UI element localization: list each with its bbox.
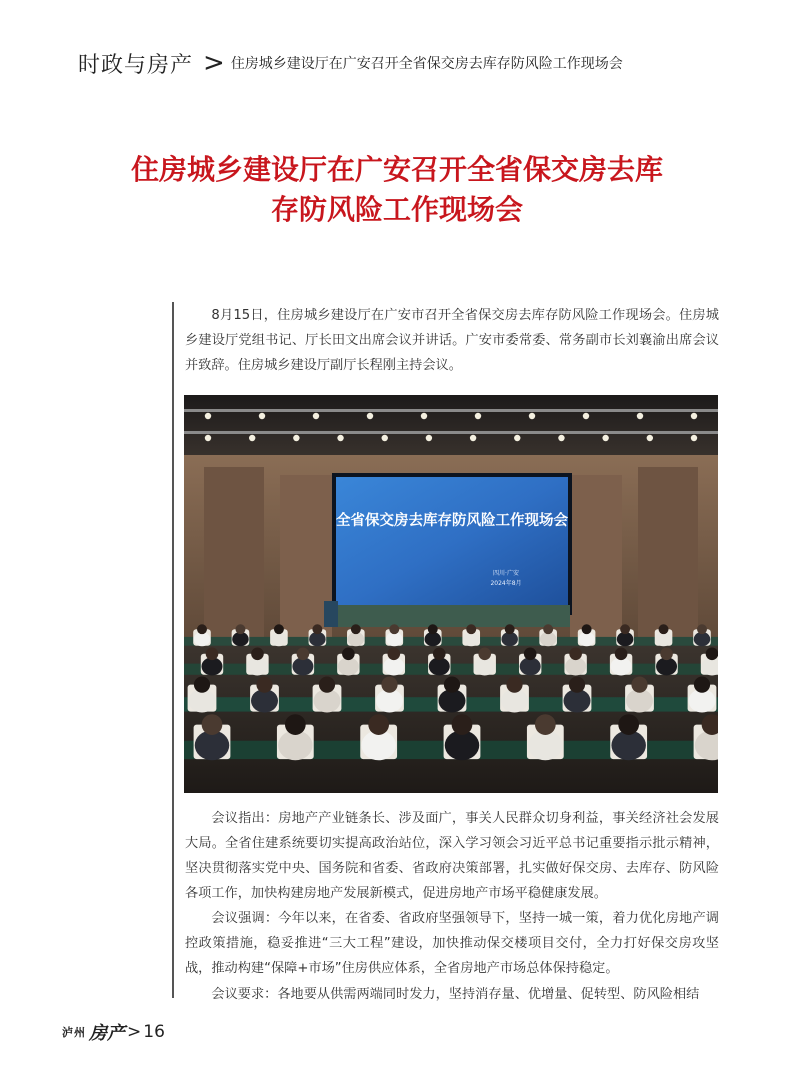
spotlight — [421, 413, 427, 419]
article-title — [0, 150, 794, 230]
attendee-head — [351, 624, 361, 634]
podium — [324, 601, 338, 627]
spotlight — [529, 413, 535, 419]
page-number: 16 — [143, 1022, 165, 1042]
attendee-head — [620, 624, 630, 634]
attendee-head — [452, 714, 473, 735]
attendee-head — [660, 648, 673, 661]
attendee-head — [202, 714, 223, 735]
spotlight — [249, 435, 255, 441]
attendee-head — [368, 714, 389, 735]
spotlight — [691, 435, 697, 441]
attendee-head — [631, 677, 647, 693]
article-title-line-1: 住房城乡建设厅在广安召开全省保交房去库 — [130, 153, 663, 186]
magazine-city: 泸州 — [62, 1026, 86, 1039]
spotlight — [647, 435, 653, 441]
screen-date: 2024年8月 — [490, 580, 522, 587]
page-header — [78, 48, 623, 78]
article-title-line-2: 存防风险工作现场会 — [270, 193, 523, 226]
attendee-head — [389, 624, 399, 634]
attendee-head — [197, 624, 207, 634]
attendee-head — [428, 624, 438, 634]
spotlight — [558, 435, 564, 441]
attendee-head — [535, 714, 556, 735]
attendee-head — [569, 677, 585, 693]
section-title: 时政与房产 — [78, 52, 194, 78]
attendee-head — [582, 624, 592, 634]
paragraph-3: 会议强调：今年以来，在省委、省政府坚强领导下，坚持一城一策，着力优化房地产调控政策措施，稳妥推进“三大工程”建设，加快推动保交楼项目交付，全力打好保交房攻坚战，推动构建“保障+市场”住房供应体系，全省房地产市场总体保持稳定。 — [185, 911, 719, 976]
truss-bar — [184, 431, 718, 434]
spotlight — [293, 435, 299, 441]
spotlight — [426, 435, 432, 441]
spotlight — [337, 435, 343, 441]
attendee-head — [466, 624, 476, 634]
attendee-head — [251, 648, 264, 661]
truss-bar — [184, 409, 718, 412]
attendee-head — [543, 624, 553, 634]
magazine-logo: 房产 — [89, 1023, 125, 1044]
paragraph-1: 8月15日，住房城乡建设厅在广安市召开全省保交房去库存防风险工作现场会。住房城乡建设厅党组书记、厅长田文出席会议并讲话。广安市委常委、常务副市长刘襄渝出席会议并致辞。住房城乡建设厅副厅长程刚主持会议。 — [185, 308, 719, 373]
spotlight — [691, 413, 697, 419]
attendee-head — [194, 677, 210, 693]
attendee-head — [659, 624, 669, 634]
chevron-right-icon: > — [203, 48, 225, 78]
attendee-head — [319, 677, 335, 693]
paragraph-4: 会议要求：各地要从供需两端同时发力，坚持消存量、优增量、促转型、防风险相结 — [211, 987, 700, 1002]
rostrum — [334, 605, 570, 627]
attendee-head — [256, 677, 272, 693]
attendee-head — [706, 648, 718, 661]
breadcrumb: 住房城乡建设厅在广安召开全省保交房去库存防风险工作现场会 — [230, 56, 623, 72]
spotlight — [637, 413, 643, 419]
paragraph-2: 会议指出：房地产产业链条长、涉及面广，事关人民群众切身利益，事关经济社会发展大局。全省住建系统要切实提高政治站位，深入学习领会习近平总书记重要指示批示精神，坚决贯彻落实党中央、国务院和省委、省政府决策部署，扎实做好保交房、去库存、防风险各项工作，加快构建房地产发展新模式，促进房地产市场平稳健康发展。 — [185, 811, 719, 901]
attendee-head — [236, 624, 246, 634]
attendee-head — [618, 714, 639, 735]
attendee-head — [478, 648, 491, 661]
spotlight — [382, 435, 388, 441]
attendee-head — [569, 648, 582, 661]
screen-title: 全省保交房去库存防风险工作现场会 — [336, 512, 568, 529]
spotlight — [475, 413, 481, 419]
conference-table — [184, 637, 718, 646]
attendee-head — [381, 677, 397, 693]
attendee-head — [274, 624, 284, 634]
attendee-head — [694, 677, 710, 693]
spotlight — [583, 413, 589, 419]
screen-location: 四川·广安 — [493, 570, 519, 577]
attendee-head — [506, 677, 522, 693]
spotlight — [470, 435, 476, 441]
page-footer — [62, 1019, 165, 1045]
attendee-head — [285, 714, 306, 735]
page-number-prefix: > — [127, 1022, 142, 1042]
spotlight — [367, 413, 373, 419]
attendee-head — [297, 648, 310, 661]
attendee-head — [444, 677, 460, 693]
attendee-head — [697, 624, 707, 634]
spotlight — [205, 435, 211, 441]
attendee-head — [312, 624, 322, 634]
attendee-head — [505, 624, 515, 634]
column-divider — [172, 302, 174, 998]
spotlight — [205, 413, 211, 419]
wall-panel-right-inner — [570, 475, 622, 645]
attendee-head — [206, 648, 219, 661]
attendee-head — [615, 648, 628, 661]
spotlight — [313, 413, 319, 419]
meeting-photo — [184, 395, 718, 793]
attendee-head — [388, 648, 401, 661]
projection-screen — [336, 477, 568, 611]
spotlight — [514, 435, 520, 441]
attendee-head — [433, 648, 446, 661]
wall-panel-left — [204, 467, 264, 657]
spotlight — [602, 435, 608, 441]
attendee-head — [342, 648, 355, 661]
spotlight — [259, 413, 265, 419]
attendee-head — [524, 648, 537, 661]
